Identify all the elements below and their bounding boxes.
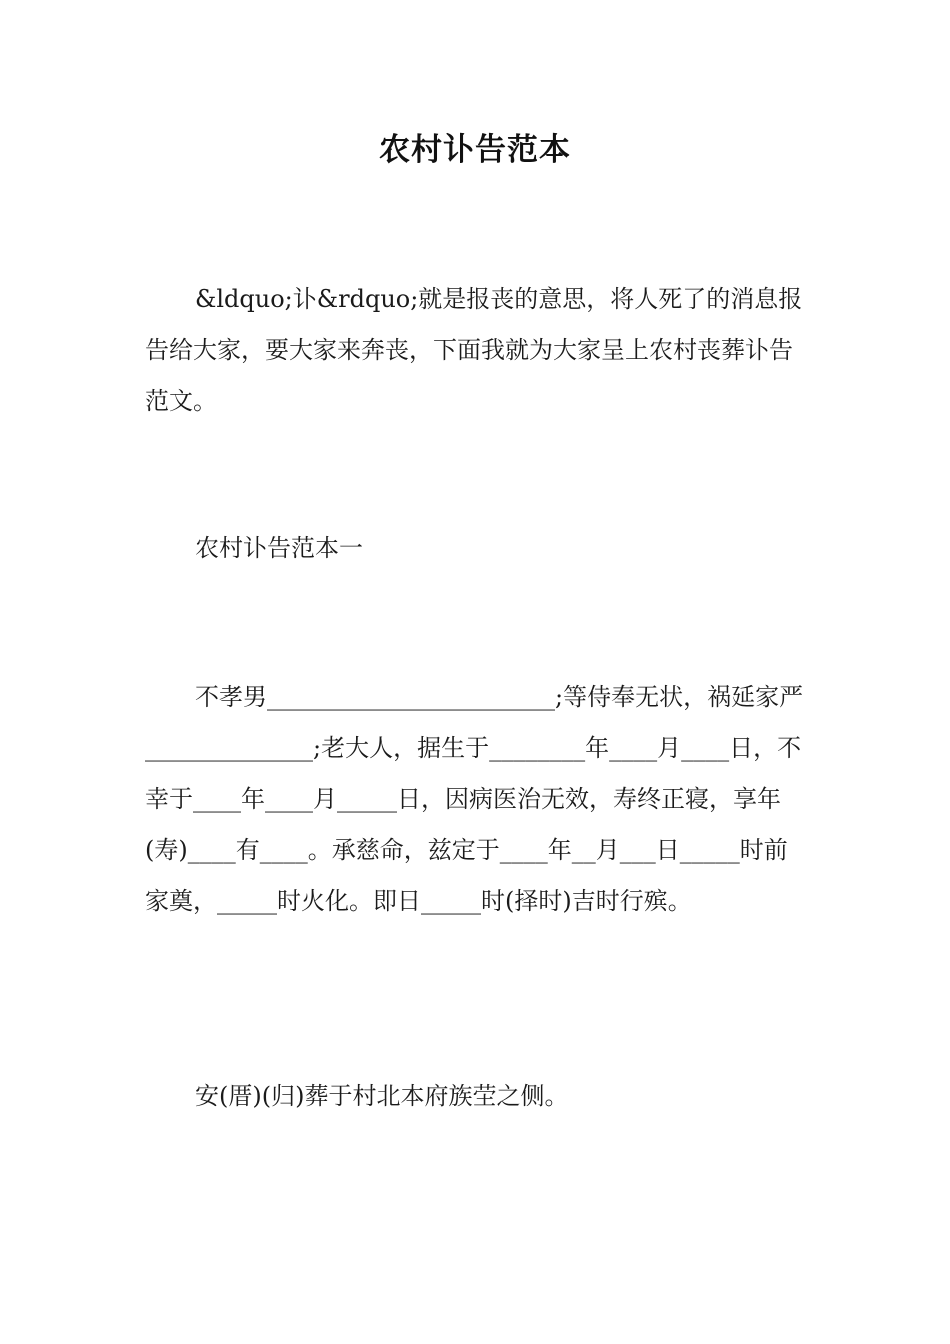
document-title: 农村讣告范本 — [379, 132, 571, 168]
obituary-body-paragraph: 不孝男________________________;等侍奉无状，祸延家严______________;老大人，据生于________年____月____日，不幸于____年____月_____日，因病医治无效，寿终正寝，享年(寿)____有____。承慈命，兹定于____年__月___日_____时前家奠，_____时火化。即日_____时(择时)吉时行殡。 — [145, 683, 804, 915]
burial-paragraph: 安(厝)(归)葬于村北本府族茔之侧。 — [195, 1082, 569, 1110]
intro-paragraph: &ldquo;讣&rdquo;就是报丧的意思，将人死了的消息报告给大家，要大家来奔丧，下面我就为大家呈上农村丧葬讣告范文。 — [145, 285, 803, 415]
section-heading: 农村讣告范本一 — [195, 534, 363, 562]
